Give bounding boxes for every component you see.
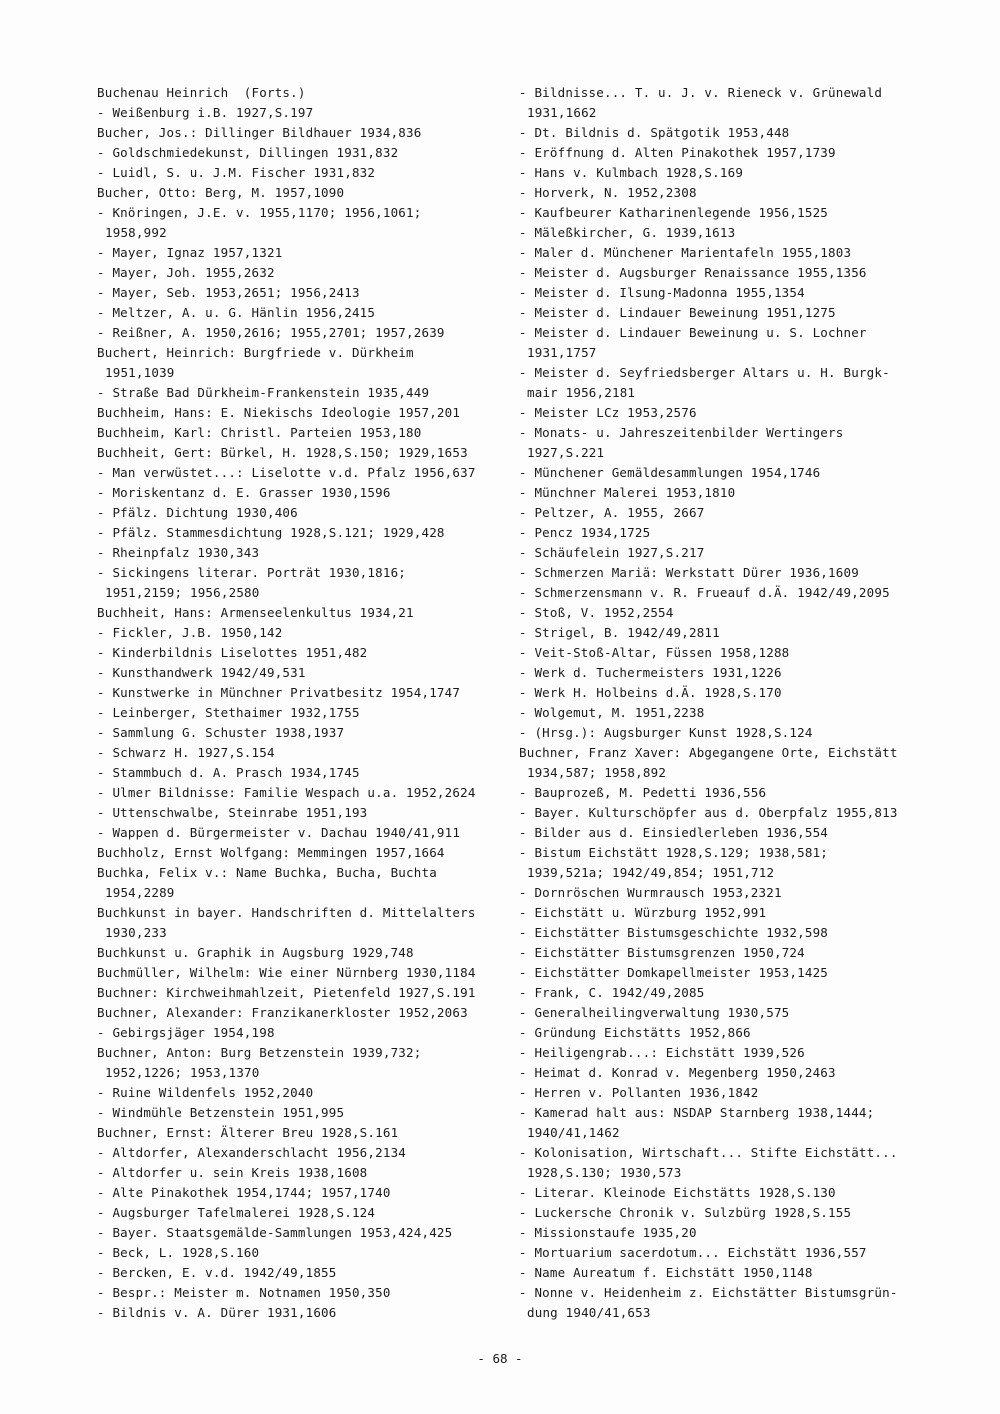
index-entry-line: - Fickler, J.B. 1950,142	[97, 625, 283, 640]
index-entry-line: 1958,992	[105, 225, 167, 240]
index-entry-line: - Heiligengrab...: Eichstätt 1939,526	[519, 1045, 805, 1060]
index-entry-line: - Luckersche Chronik v. Sulzbürg 1928,S.155	[519, 1205, 852, 1220]
index-entry-line: 1952,1226; 1953,1370	[105, 1065, 260, 1080]
index-entry-line: - Werk d. Tuchermeisters 1931,1226	[519, 665, 782, 680]
index-entry-line: 1940/41,1462	[527, 1125, 620, 1140]
index-entry-line: - Bayer. Staatsgemälde-Sammlungen 1953,424,425	[97, 1225, 453, 1240]
index-entry-line: - Mayer, Ignaz 1957,1321	[97, 245, 283, 260]
index-entry-line: - Frank, C. 1942/49,2085	[519, 985, 705, 1000]
index-entry-line: Buchner: Kirchweihmahlzeit, Pietenfeld 1927,S.191	[97, 985, 476, 1000]
index-entry-line: - Gebirgsjäger 1954,198	[97, 1025, 275, 1040]
index-entry-line: Buchheim, Karl: Christl. Parteien 1953,180	[97, 425, 422, 440]
index-entry-line: - Alte Pinakothek 1954,1744; 1957,1740	[97, 1185, 391, 1200]
index-entry-line: - Kaufbeurer Katharinenlegende 1956,1525	[519, 205, 829, 220]
index-entry-line: 1951,1039	[105, 365, 175, 380]
index-entry-line: Buchkunst u. Graphik in Augsburg 1929,748	[97, 945, 414, 960]
index-entry-line: - Kamerad halt aus: NSDAP Starnberg 1938,1444;	[519, 1105, 875, 1120]
index-entry-line: - Rheinpfalz 1930,343	[97, 545, 260, 560]
index-entry-line: - Pencz 1934,1725	[519, 525, 651, 540]
index-entry-line: - Bayer. Kulturschöpfer aus d. Oberpfalz 1955,813	[519, 805, 898, 820]
index-entry-line: Bucher, Jos.: Dillinger Bildhauer 1934,836	[97, 125, 422, 140]
index-entry-line: - Meister d. Ilsung-Madonna 1955,1354	[519, 285, 805, 300]
index-entry-line: - Eröffnung d. Alten Pinakothek 1957,1739	[519, 145, 836, 160]
index-entry-line: Buchkunst in bayer. Handschriften d. Mittelalters	[97, 905, 476, 920]
index-entry-line: Buchert, Heinrich: Burgfriede v. Dürkheim	[97, 345, 414, 360]
index-entry-line: - Sickingens literar. Porträt 1930,1816;	[97, 565, 407, 580]
index-entry-line: Buchheim, Hans: E. Niekischs Ideologie 1957,201	[97, 405, 461, 420]
index-entry-line: - Schäufelein 1927,S.217	[519, 545, 705, 560]
index-entry-line: - Goldschmiedekunst, Dillingen 1931,832	[97, 145, 399, 160]
index-entry-line: - Schwarz H. 1927,S.154	[97, 745, 275, 760]
index-entry-line: Buchholz, Ernst Wolfgang: Memmingen 1957,1664	[97, 845, 445, 860]
index-entry-line: - Pfälz. Dichtung 1930,406	[97, 505, 298, 520]
index-entry-line: Buchka, Felix v.: Name Buchka, Bucha, Buchta	[97, 865, 437, 880]
index-entry-line: - Stammbuch d. A. Prasch 1934,1745	[97, 765, 360, 780]
index-entry-line: - Wappen d. Bürgermeister v. Dachau 1940/41,911	[97, 825, 461, 840]
index-entry-line: - Beck, L. 1928,S.160	[97, 1245, 260, 1260]
index-entry-line: - Meister d. Augsburger Renaissance 1955,1356	[519, 265, 867, 280]
index-entry-line: - Ulmer Bildnisse: Familie Wespach u.a. 1952,2624	[97, 785, 476, 800]
index-entry-line: - Name Aureatum f. Eichstätt 1950,1148	[519, 1265, 813, 1280]
index-entry-line: - Eichstätter Bistumsgeschichte 1932,598	[519, 925, 829, 940]
index-entry-line: - Kunsthandwerk 1942/49,531	[97, 665, 306, 680]
index-entry-line: - Bauprozeß, M. Pedetti 1936,556	[519, 785, 767, 800]
page-number: - 68 -	[477, 1351, 523, 1366]
index-entry-line: - Literar. Kleinode Eichstätts 1928,S.130	[519, 1185, 836, 1200]
index-entry-line: - Meltzer, A. u. G. Hänlin 1956,2415	[97, 305, 376, 320]
index-entry-line: - Meister d. Lindauer Beweinung 1951,1275	[519, 305, 836, 320]
index-entry-line: - Meister d. Seyfriedsberger Altars u. H. Burgk-	[519, 365, 890, 380]
index-entry-line: - Kolonisation, Wirtschaft... Stifte Eichstätt...	[519, 1145, 898, 1160]
index-entry-line: - Werk H. Holbeins d.Ä. 1928,S.170	[519, 685, 782, 700]
index-entry-line: - Mortuarium sacerdotum... Eichstätt 1936,557	[519, 1245, 867, 1260]
index-entry-line: - Bercken, E. v.d. 1942/49,1855	[97, 1265, 337, 1280]
index-entry-line: 1954,2289	[105, 885, 175, 900]
index-entry-line: Buchner, Ernst: Älterer Breu 1928,S.161	[97, 1125, 399, 1140]
index-entry-line: - Schmerzen Mariä: Werkstatt Dürer 1936,1609	[519, 565, 859, 580]
index-entry-line: - Generalheilingverwaltung 1930,575	[519, 1005, 790, 1020]
index-entry-line: 1939,521a; 1942/49,854; 1951,712	[527, 865, 775, 880]
index-entry-line: - Maler d. Münchener Marientafeln 1955,1803	[519, 245, 852, 260]
index-entry-line: - Eichstätt u. Würzburg 1952,991	[519, 905, 767, 920]
index-entry-line: - Windmühle Betzenstein 1951,995	[97, 1105, 345, 1120]
index-entry-line: - Nonne v. Heidenheim z. Eichstätter Bistumsgrün-	[519, 1285, 898, 1300]
index-entry-line: - Pfälz. Stammesdichtung 1928,S.121; 1929,428	[97, 525, 445, 540]
index-entry-line: - Luidl, S. u. J.M. Fischer 1931,832	[97, 165, 376, 180]
index-entry-line: - Münchner Malerei 1953,1810	[519, 485, 736, 500]
index-entry-line: - Bildnis v. A. Dürer 1931,1606	[97, 1305, 337, 1320]
index-entry-line: - Dt. Bildnis d. Spätgotik 1953,448	[519, 125, 790, 140]
index-entry-line: - Stoß, V. 1952,2554	[519, 605, 674, 620]
index-entry-line: - Mayer, Joh. 1955,2632	[97, 265, 275, 280]
index-entry-line: - Hans v. Kulmbach 1928,S.169	[519, 165, 744, 180]
left-column	[97, 83, 507, 1323]
index-entry-line: Buchner, Anton: Burg Betzenstein 1939,732;	[97, 1045, 422, 1060]
index-entry-line: dung 1940/41,653	[527, 1305, 651, 1320]
index-entry-line: Bucher, Otto: Berg, M. 1957,1090	[97, 185, 345, 200]
index-entry-line: - Veit-Stoß-Altar, Füssen 1958,1288	[519, 645, 790, 660]
index-entry-line: - Herren v. Pollanten 1936,1842	[519, 1085, 759, 1100]
index-entry-line: - Ruine Wildenfels 1952,2040	[97, 1085, 314, 1100]
index-entry-line: 1928,S.130; 1930,573	[527, 1165, 682, 1180]
index-entry-line: - Eichstätter Bistumsgrenzen 1950,724	[519, 945, 805, 960]
index-entry-line: - Schmerzensmann v. R. Frueauf d.Ä. 1942/49,2095	[519, 585, 890, 600]
index-entry-line: Buchenau Heinrich (Forts.)	[97, 85, 306, 100]
index-entry-line: - Kinderbildnis Liselottes 1951,482	[97, 645, 368, 660]
index-entry-line: mair 1956,2181	[527, 385, 636, 400]
index-entry-line: - Bildnisse... T. u. J. v. Rieneck v. Grünewald	[519, 85, 883, 100]
index-entry-line: 1931,1662	[527, 105, 597, 120]
index-entry-line: - Bilder aus d. Einsiedlerleben 1936,554	[519, 825, 829, 840]
index-entry-line: - Meister d. Lindauer Beweinung u. S. Lochner	[519, 325, 867, 340]
index-entry-line: - Gründung Eichstätts 1952,866	[519, 1025, 751, 1040]
index-entry-line: - Weißenburg i.B. 1927,S.197	[97, 105, 314, 120]
index-entry-line: 1931,1757	[527, 345, 597, 360]
index-entry-line: - Uttenschwalbe, Steinrabe 1951,193	[97, 805, 368, 820]
index-entry-line: - Monats- u. Jahreszeitenbilder Wertingers	[519, 425, 844, 440]
index-entry-line: - Mayer, Seb. 1953,2651; 1956,2413	[97, 285, 360, 300]
index-entry-line: 1927,S.221	[527, 445, 605, 460]
index-entry-line: - Knöringen, J.E. v. 1955,1170; 1956,1061;	[97, 205, 422, 220]
index-entry-line: Buchheit, Gert: Bürkel, H. 1928,S.150; 1929,1653	[97, 445, 468, 460]
index-entry-line: - Horverk, N. 1952,2308	[519, 185, 697, 200]
index-entry-line: - Missionstaufe 1935,20	[519, 1225, 697, 1240]
index-entry-line: - Augsburger Tafelmalerei 1928,S.124	[97, 1205, 376, 1220]
index-entry-line: - Heimat d. Konrad v. Megenberg 1950,2463	[519, 1065, 836, 1080]
index-entry-line: - Altdorfer, Alexanderschlacht 1956,2134	[97, 1145, 407, 1160]
index-entry-line: - (Hrsg.): Augsburger Kunst 1928,S.124	[519, 725, 813, 740]
index-entry-line: - Wolgemut, M. 1951,2238	[519, 705, 705, 720]
index-entry-line: - Peltzer, A. 1955, 2667	[519, 505, 705, 520]
index-entry-line: 1930,233	[105, 925, 167, 940]
index-entry-line: - Dornröschen Wurmrausch 1953,2321	[519, 885, 782, 900]
index-entry-line: Buchheit, Hans: Armenseelenkultus 1934,21	[97, 605, 414, 620]
index-entry-line: - Eichstätter Domkapellmeister 1953,1425	[519, 965, 829, 980]
index-entry-line: - Meister LCz 1953,2576	[519, 405, 697, 420]
index-entry-line: - Kunstwerke in Münchner Privatbesitz 1954,1747	[97, 685, 461, 700]
index-entry-line: 1934,587; 1958,892	[527, 765, 667, 780]
index-entry-line: - Man verwüstet...: Liselotte v.d. Pfalz 1956,637	[97, 465, 476, 480]
index-entry-line: - Bespr.: Meister m. Notnamen 1950,350	[97, 1285, 391, 1300]
index-entry-line: - Münchener Gemäldesammlungen 1954,1746	[519, 465, 821, 480]
index-entry-line: - Leinberger, Stethaimer 1932,1755	[97, 705, 360, 720]
index-entry-line: - Reißner, A. 1950,2616; 1955,2701; 1957,2639	[97, 325, 445, 340]
index-entry-line: - Bistum Eichstätt 1928,S.129; 1938,581;	[519, 845, 829, 860]
index-entry-line: - Strigel, B. 1942/49,2811	[519, 625, 720, 640]
index-entry-line: - Sammlung G. Schuster 1938,1937	[97, 725, 345, 740]
index-entry-line: - Straße Bad Dürkheim-Frankenstein 1935,449	[97, 385, 430, 400]
right-column	[519, 83, 929, 1323]
index-entry-line: Buchmüller, Wilhelm: Wie einer Nürnberg 1930,1184	[97, 965, 476, 980]
index-entry-line: - Mäleßkircher, G. 1939,1613	[519, 225, 736, 240]
index-entry-line: 1951,2159; 1956,2580	[105, 585, 260, 600]
index-entry-line: - Moriskentanz d. E. Grasser 1930,1596	[97, 485, 391, 500]
index-entry-line: - Altdorfer u. sein Kreis 1938,1608	[97, 1165, 368, 1180]
index-entry-line: Buchner, Franz Xaver: Abgegangene Orte, Eichstätt	[519, 745, 898, 760]
index-entry-line: Buchner, Alexander: Franzikanerkloster 1952,2063	[97, 1005, 468, 1020]
